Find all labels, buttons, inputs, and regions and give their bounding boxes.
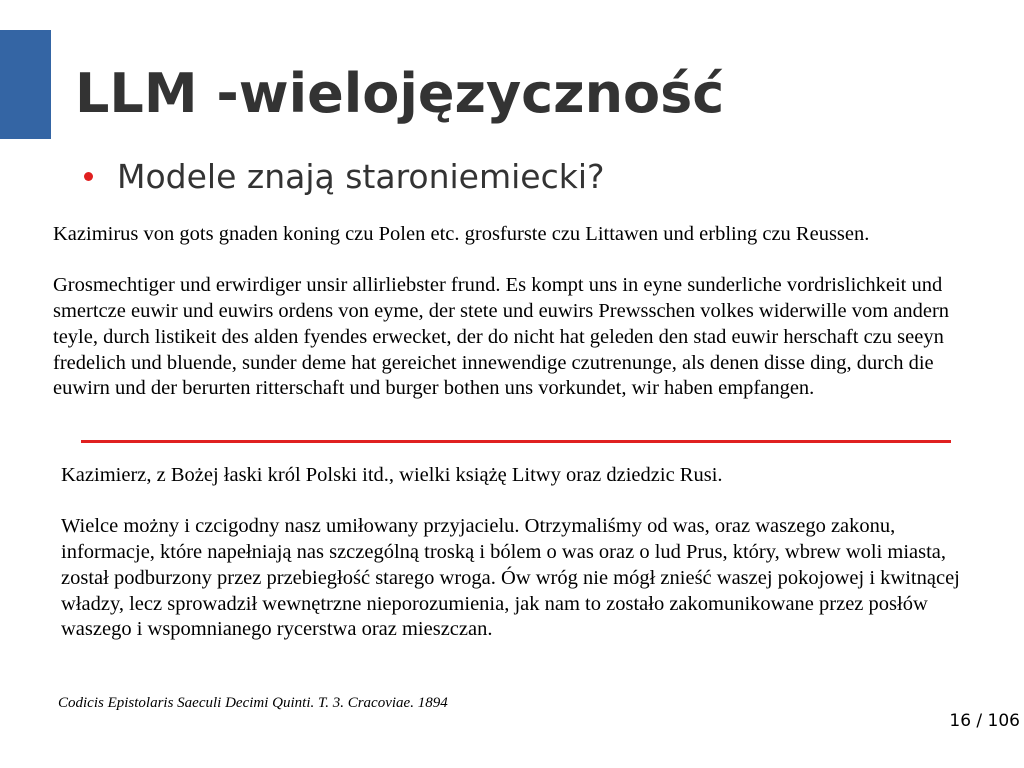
bullet-dot-icon <box>84 172 93 181</box>
bullet-item <box>84 154 605 198</box>
old-german-salutation: Kazimirus von gots gnaden koning czu Polen etc. grosfurste czu Littawen und erbling czu Reussen. <box>53 223 870 245</box>
old-german-body: Grosmechtiger und erwirdiger unsir allirliebster frund. Es kompt uns in eyne sunderliche vordrislichkeit und smertcze euwir und euwirs ordens von eyme, der stete und euwirs Prewsschen volkes widerwille vom andern teyle, durch listikeit des alden fyendes erwecket, der do nicht hat geleden den stad euwir herschaft czu seeyn fredelich und bluende, sunder deme hat gereichet innewendige czutrenunge, als denen disse ding, durch die euwirn und der berurten ritterschaft und burger bothen uns vorkundet, wir haben empfangen. <box>53 274 950 400</box>
polish-salutation: Kazimierz, z Bożej łaski król Polski itd., wielki książę Litwy oraz dziedzic Rusi. <box>61 464 723 486</box>
source-citation: Codicis Epistolaris Saeculi Decimi Quinti. T. 3. Cracoviae. 1894 <box>58 695 448 711</box>
old-german-text <box>53 222 993 402</box>
polish-translation <box>61 463 961 643</box>
slide-title: LLM -wielojęzyczność <box>75 62 725 125</box>
polish-body: Wielce możny i czcigodny nasz umiłowany przyjacielu. Otrzymaliśmy od was, oraz waszego zakonu, informacje, które napełniają nas szczególną troską i bólem o was oraz o lud Prus, który, wbrew woli miasta, został podburzony przez przebiegłość starego wroga. Ów wróg nie mógł znieść waszej pokojowej i kwitnącej władzy, lecz sprowadził wewnętrzne nieporozumienia, jak nam to zostało zakomunikowane przez posłów waszego i wspomnianego rycerstwa oraz mieszczan. <box>61 515 960 641</box>
section-divider <box>81 440 951 443</box>
bullet-text: Modele znają staroniemiecki? <box>117 156 605 196</box>
page-number: 16 / 106 <box>949 711 1020 731</box>
title-accent-bar <box>0 30 51 139</box>
